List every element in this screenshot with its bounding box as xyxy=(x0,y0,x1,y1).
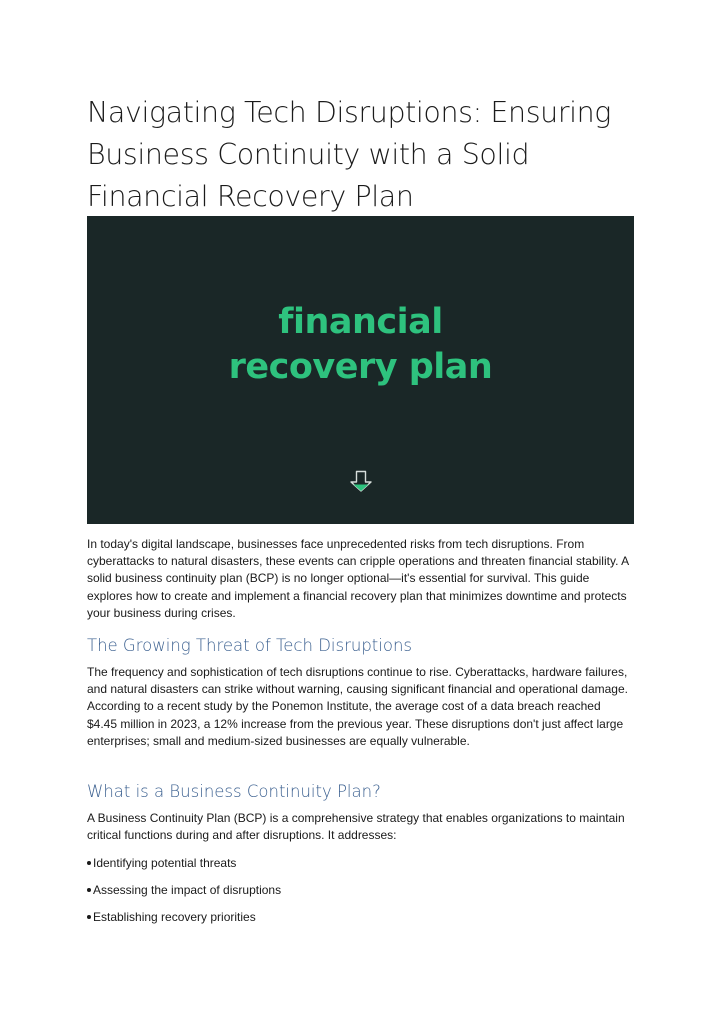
download-arrow-icon xyxy=(349,470,373,494)
hero-text xyxy=(87,300,634,390)
hero-image xyxy=(87,216,634,524)
page-title: Navigating Tech Disruptions: Ensuring Business Continuity with a Solid Financial Recovery Plan xyxy=(87,96,612,213)
hero-line-1: financial xyxy=(278,302,443,342)
hero-line-2: recovery plan xyxy=(228,347,493,387)
section-heading-what-is-bcp: What is a Business Continuity Plan? xyxy=(87,782,381,801)
section-paragraph-growing-threat: The frequency and sophistication of tech disruptions continue to rise. Cyberattacks, hardware failures, and natural disasters can strike without warning, causing significant financial and operational damage. According to a recent study by the Ponemon Institute, the average cost of a data breach reached $4.45 million in 2023, a 12% increase from the previous year. These disruptions don't just affect large enterprises; small and medium-sized businesses are equally vulnerable. xyxy=(87,665,628,748)
section-heading-growing-threat: The Growing Threat of Tech Disruptions xyxy=(87,636,413,655)
list-item: Identifying potential threats xyxy=(87,855,236,871)
list-item: Establishing recovery priorities xyxy=(87,909,256,925)
section-paragraph-what-is-bcp: A Business Continuity Plan (BCP) is a comprehensive strategy that enables organizations to maintain critical functions during and after disruptions. It addresses: xyxy=(87,811,625,843)
bullet-icon xyxy=(87,915,91,919)
intro-paragraph: In today's digital landscape, businesses face unprecedented risks from tech disruptions. From cyberattacks to natural disasters, these events can cripple operations and threaten financial stability. A solid business continuity plan (BCP) is no longer optional—it's essential for survival. This guide explores how to create and implement a financial recovery plan that minimizes downtime and protects your business during crises. xyxy=(87,537,629,620)
bullet-icon xyxy=(87,888,91,892)
list-item: Assessing the impact of disruptions xyxy=(87,882,281,898)
bullet-icon xyxy=(87,861,91,865)
